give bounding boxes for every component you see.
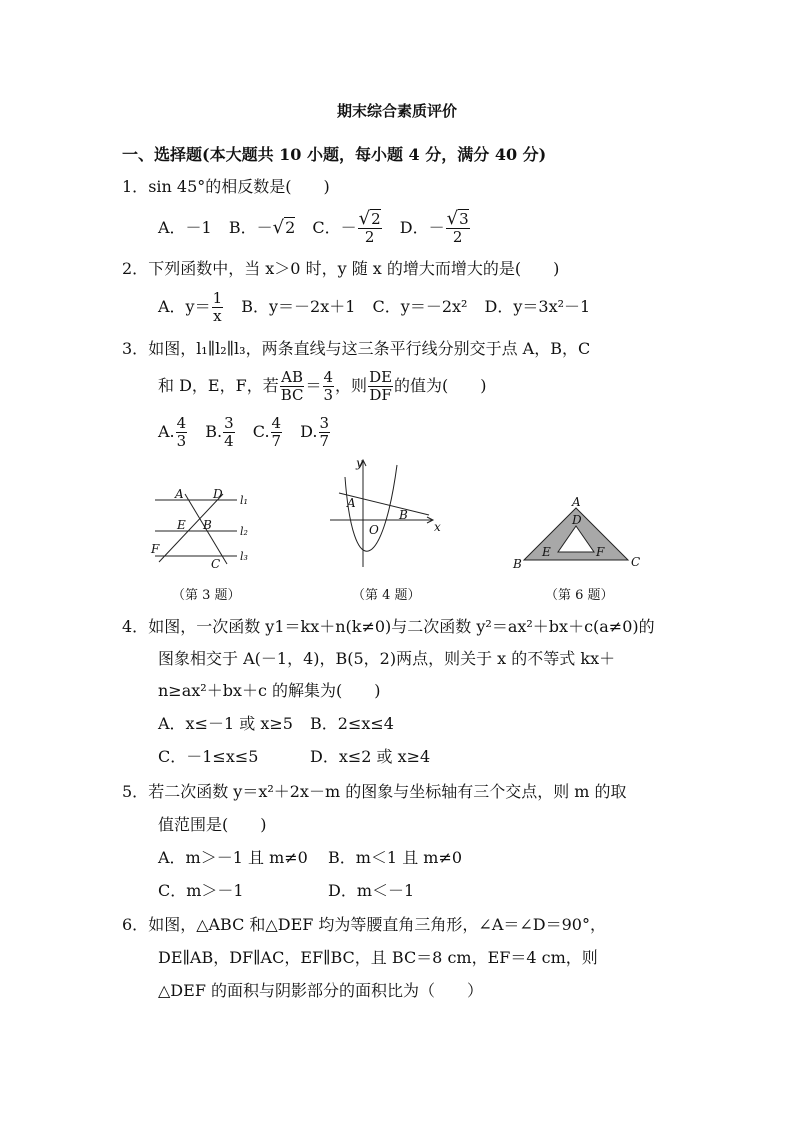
option-c: C．m＞－1 <box>158 881 244 900</box>
option-d: D．－ $\frac{√3}{2}$ <box>399 208 469 246</box>
option-a: A．－1 <box>158 217 212 237</box>
label-d: D <box>572 513 582 527</box>
question-3-line-1: 3．如图，l₁∥l₂∥l₃，两条直线与这三条平行线分别交于点 A，B，C <box>122 339 591 358</box>
option-a: A．m＞－1 且 m≠0 <box>158 848 308 867</box>
option-d: D．m＜－1 <box>328 881 415 900</box>
label-c: C <box>631 555 641 569</box>
page-title: 期末综合素质评价 <box>336 102 457 120</box>
label-a: A <box>347 496 356 510</box>
option-a: A．x≤－1 或 x≥5 <box>158 714 293 733</box>
question-1-options <box>158 210 471 246</box>
label-f: F <box>151 542 160 556</box>
question-4-options-row-2 <box>158 746 430 768</box>
question-4-line-3: n≥ax²＋bx＋c 的解集为( ) <box>158 681 381 700</box>
label-e: E <box>177 518 186 532</box>
question-4-options-row-1 <box>158 713 394 735</box>
question-4-line-1: 4．如图，一次函数 y1＝kx＋n(k≠0)与二次函数 y²＝ax²＋bx＋c(a≠0)的 <box>122 617 655 636</box>
label-e: E <box>542 545 551 559</box>
question-5-line-2: 值范围是( ) <box>158 815 267 834</box>
question-6-line-2: DE∥AB，DF∥AC，EF∥BC，且 BC＝8 cm，EF＝4 cm，则 <box>158 948 598 967</box>
option-d: D. $\frac{3}{7}$ <box>300 414 330 450</box>
option-b: B．－√2 <box>228 216 296 238</box>
option-b: B. $\frac{3}{4}$ <box>205 414 234 450</box>
question-6-line-3: △DEF 的面积与阴影部分的面积比为（ ） <box>158 981 484 1000</box>
label-y: y <box>356 456 363 470</box>
option-a: A. $\frac{4}{3}$ <box>158 414 187 450</box>
option-a: A．y＝ $\frac{1}{x}$ <box>158 289 223 325</box>
figure-3-caption: （第 3 题） <box>172 588 241 603</box>
question-number: 1． <box>122 177 149 196</box>
question-5-options-row-1 <box>158 847 462 869</box>
question-1 <box>122 176 330 198</box>
figure-6-caption: （第 6 题） <box>545 588 614 603</box>
section-heading: 一、选择题(本大题共 10 小题，每小题 4 分，满分 40 分) <box>122 145 547 164</box>
question-number: 4． <box>122 617 149 636</box>
label-l2: l₂ <box>240 525 248 538</box>
label-b: B <box>513 557 522 571</box>
label-d: D <box>213 487 223 501</box>
option-b: B．m＜1 且 m≠0 <box>328 848 463 867</box>
label-a: A <box>572 496 581 509</box>
label-o: O <box>369 523 379 537</box>
question-number: 5． <box>122 782 149 801</box>
label-x: x <box>434 520 441 534</box>
figure-4-caption: （第 4 题） <box>352 588 421 603</box>
question-text: 下列函数中，当 x＞0 时，y 随 x 的增大而增大的是( ) <box>148 259 560 278</box>
question-4-line-2: 图象相交于 A(－1，4)，B(5，2)两点，则关于 x 的不等式 kx＋ <box>158 649 616 668</box>
question-text: sin 45°的相反数是( ) <box>148 177 330 196</box>
option-b: B．y＝－2x＋1 <box>241 297 356 316</box>
label-a: A <box>175 487 184 501</box>
question-3-options <box>158 414 331 450</box>
option-c: C．y＝－2x² <box>372 297 468 316</box>
option-b: B．2≤x≤4 <box>310 714 394 733</box>
label-c: C <box>211 557 221 571</box>
question-3-line-2: 和 D，E，F，若 $\frac{AB}{BC}$ ＝ $\frac{4}{3}$ ，则 $\frac{DE}{DF}$ 的值为( ) <box>158 368 487 404</box>
label-b: B <box>203 518 212 532</box>
figure-3 <box>145 482 270 572</box>
question-number: 2． <box>122 259 149 278</box>
question-5-options-row-2 <box>158 880 414 902</box>
option-d: D．y＝3x²－1 <box>484 297 591 316</box>
question-2-options <box>158 290 590 325</box>
option-c: C. $\frac{4}{7}$ <box>252 414 282 450</box>
figure-4 <box>325 455 450 575</box>
question-number: 3． <box>122 339 149 358</box>
option-c: C．－ $\frac{√2}{2}$ <box>312 208 381 246</box>
label-f: F <box>596 545 605 559</box>
figure-6 <box>508 496 648 572</box>
question-2 <box>122 258 559 280</box>
question-number: 6． <box>122 915 149 934</box>
label-b: B <box>399 508 408 522</box>
question-6-line-1: 6．如图，△ABC 和△DEF 均为等腰直角三角形，∠A＝∠D＝90°， <box>122 915 606 934</box>
option-d: D．x≤2 或 x≥4 <box>310 747 431 766</box>
label-l1: l₁ <box>240 494 248 507</box>
question-5-line-1: 5．若二次函数 y＝x²＋2x－m 的图象与坐标轴有三个交点，则 m 的取 <box>122 782 627 801</box>
option-c: C．－1≤x≤5 <box>158 747 259 766</box>
label-l3: l₃ <box>240 550 248 563</box>
